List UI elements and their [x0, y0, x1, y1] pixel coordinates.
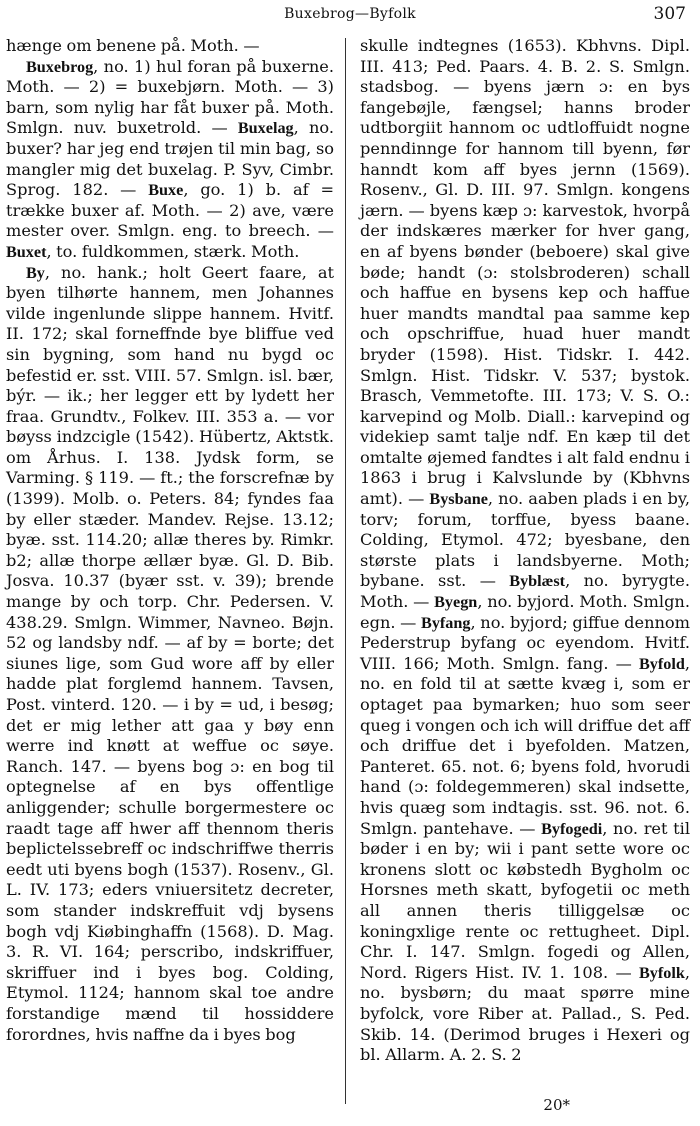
- entry-text: , no. buxer? har jeg end trøjen til min bag, so mangler mig det buxelag. P. Syv, Cimbr. Sprog. 182. —: [6, 118, 335, 200]
- entry-text: , no. bysbørn; du maat spørre mine byfolck, vore Riber at. Pallad., S. Ped. Skib. 14. (Derimod bruges i Hexeri og bl. Allarm. A. 2. S. 2: [360, 962, 691, 1065]
- headword: Buxe: [148, 181, 184, 200]
- entry-text: skulle indtegnes (1653). Kbhvns. Dipl. III. 413; Ped. Paars. 4. B. 2. S. Smlgn. stadsbog. — byens jærn ɔ: en bys fangebøjle, fængsel; hanns broder udtborgiit hannom oc udtloffuidt nogne penndinnge for hannom till byenn, før hanndt kom aff byes jernn (1569). Rosenv., Gl. D. III. 97. Smlgn. kongens jærn. — byens kæp ɔ: karvestok, hvorpå der indskæres mærker for hver gang, en af byens bønder (beboere) skal give bøde; handt (ɔ: stolsbroderen) schall och haffue en bysens kep och haffue huer mandts mandtal paa samme kep och opschriffue, huad huer mandt bryder (1598). Hist. Tidskr. I. 442. Smlgn. Hist. Tidskr. V. 537; bystok. Brasch, Vemmetofte. III. 173; V. S. O.: karvepind og Molb. Diall.: karvepind og videkiep samt talje ndf. En kæp til det omtalte øjemed fandtes i alt fald endnu i 1863 i brug i Kalvslunde by (Kbhvns amt). —: [360, 36, 690, 509]
- headword: Byfolk: [638, 963, 685, 982]
- headword: Buxet: [6, 242, 47, 261]
- page-header: [0, 4, 700, 26]
- entry-text: , to. fuldkommen, stærk. Moth.: [46, 241, 300, 261]
- right-column: [360, 36, 690, 1066]
- entry-text: , no. byjord. Moth. Smlgn. egn. —: [360, 592, 691, 632]
- entry-text: , no. ret til bøder i en by; wii i pant sette wore oc kronens slott oc købstedh Bygholm oc Horsnes meth skatt, byfogetii oc meth all annen theris tilliggelsæ oc koningxlige rente oc rettugheet. Dipl. Chr. I. 147. Smlgn. fogedi og Allen, Nord. Rigers Hist. IV. 1. 108. —: [360, 818, 691, 982]
- headword: Byfang: [421, 613, 471, 632]
- headword: Byegn: [434, 593, 478, 612]
- entry-continuation: [6, 36, 334, 57]
- entry-text: , no. aaben plads i en by, torv; forum, torffue, byess baane. Colding, Etymol. 472; byesbane, den største plats i landsbyerne. Moth; bybane. sst. —: [360, 489, 690, 591]
- entry-by: [6, 263, 334, 1046]
- entry-text: hænge om benene på. Moth. —: [6, 36, 260, 55]
- entry-text: , no. 1) hul foran på buxerne. Moth. — 2) = buxebjørn. Moth. — 3) barn, som nylig har fåt buxer på. Moth. Smlgn. nuv. buxetrold. —: [6, 56, 334, 138]
- entry-text: , no. byjord; giffue dennom Pederstrup byfang oc eyendom. Hvitf. VIII. 166; Moth. Smlgn. fang. —: [360, 612, 691, 673]
- entry-text: , no. en fold til at sætte kvæg i, som er optaget paa bymarken; huo som seer queg i vongen och ich will driffue det aff och driffue det i byefolden. Matzen, Panteret. 65. not. 6; byens fold, hvorudi hand (ɔ: foldegemmeren) skal indsette, hvis quæg som indtagis. sst. 96. not. 6. Smlgn. pantehave. —: [360, 653, 691, 838]
- headword: Byfogedi: [541, 819, 603, 838]
- entry-text: , no. hank.; holt Geert faare, at byen tilhørte hannem, men Johannes vilde ingenlunde slippe hannem. Hvitf. II. 172; skal forneffnde bye bliffue ved sin bygning, som hand nu bygd oc befestid er. sst. VIII. 57. Smlgn. isl. bær, býr. — ik.; her legger ett by lydett her fraa. Grundtv., Folkev. III. 353 a. — vor bøyss indzcigle (1542). Hübertz, Aktstk. om Århus. I. 138. Jydsk form, se Varming. § 119. — ft.; the forscrefnæ by (1399). Molb. o. Peters. 84; fyndes faa by eller stæder. Mandev. Rejse. 13.12; byæ. sst. 114.20; allæ theres by. Rimkr. b2; allæ thorpe ællær byæ. Gl. D. Bib. Josva. 10.37 (byær sst. v. 39); brende mange by och torp. Chr. Pedersen. V. 438.29. Smlgn. Wimmer, Navneo. Bøjn. 52 og landsby ndf. — af by = borte; det siunes lige, som Gud wore aff by eller hadde plat forglemd hannem. Tavsen, Post. vinterd. 120. — i by = ud, i besøg; det er mig lether att gaa y bøy enn werre ind knøtt at weffue oc søye. Ranch. 147. — byens bog ɔ: en bog til optegnelse af en bys offentlige anliggender; schulle borgermestere oc raadt tage aff hwer aff thennom theris beplictelssebreff oc indschriffwe therris eedt uti byens bogh (1537). Rosenv., Gl. L. IV. 173; eders vniuersitetz decreter, som stander indskreffuit vdj bysens bogh vdj Kiøbinghaffn (1568). D. Mag. 3. R. VI. 164; perscribo, indskriffuer, skriffuer ind i byes bog. Colding, Etymol. 1124; hannom skal toe andre forstandige mænd til hossiddere forordnes, hvis naffne da i byes bog: [6, 262, 334, 1044]
- signature-mark: 20*: [543, 1096, 570, 1114]
- headword: Byblæst: [509, 572, 566, 591]
- running-head: Buxebrog—Byfolk: [284, 6, 416, 22]
- entry-text: , go. 1) b. af = trække buxer af. Moth. — 2) ave, være mester over. Smlgn. eng. to breech. —: [6, 180, 335, 241]
- headword: Buxebrog: [26, 57, 94, 76]
- headword: Byfold: [638, 654, 685, 673]
- page-number: 307: [653, 4, 686, 24]
- headword: Bysbane: [429, 490, 488, 509]
- entry-buxebrog: [6, 57, 334, 263]
- headword: Buxelag: [237, 119, 294, 138]
- headword: By: [26, 263, 45, 282]
- left-column: [6, 36, 334, 1045]
- entry-continuation: [360, 36, 690, 1066]
- entry-text: , no. byrygte. Moth. —: [360, 571, 690, 612]
- column-divider: [345, 38, 346, 1104]
